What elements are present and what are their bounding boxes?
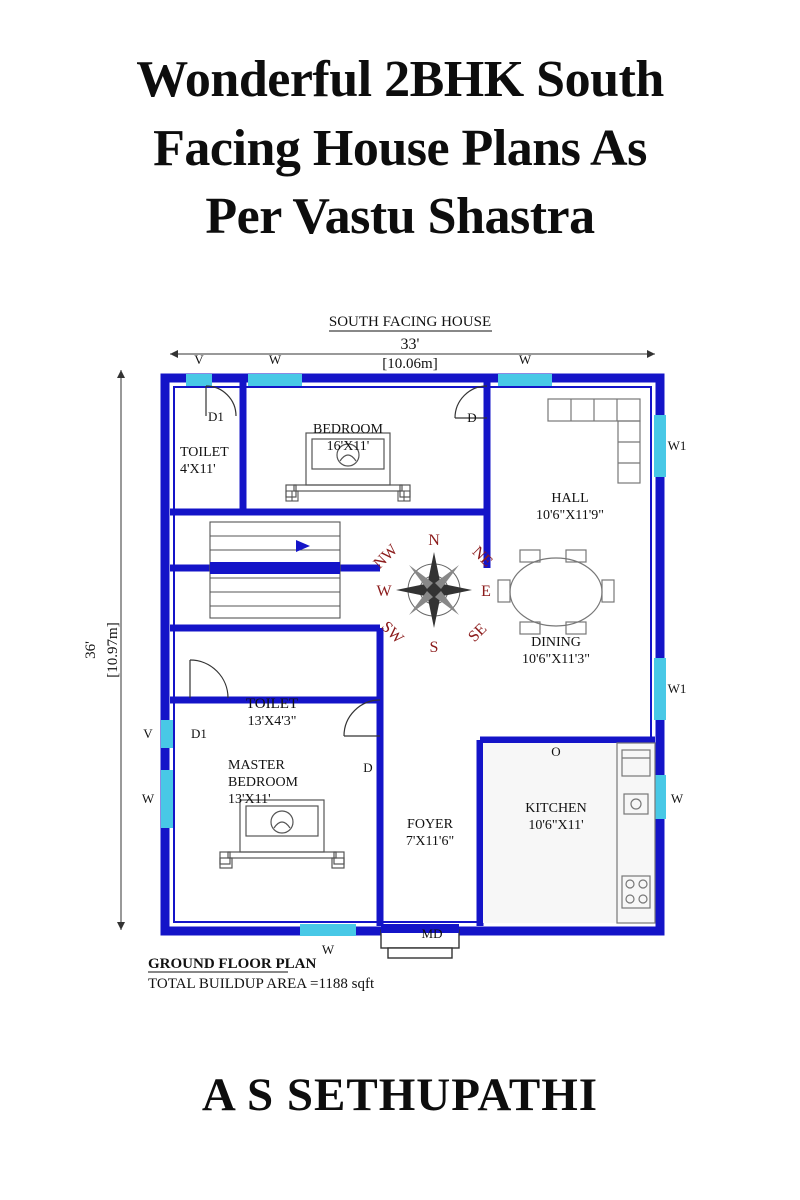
author-name: A S SETHUPATHI — [201, 1069, 599, 1121]
plan-height-ft: 36' — [83, 641, 99, 659]
opening-label-d-bottom: D — [363, 760, 373, 775]
plan-heading: SOUTH FACING HOUSE — [328, 314, 492, 330]
plan-width-m: [10.06m] — [382, 356, 438, 372]
room-label-bedroom: BEDROOM — [312, 422, 384, 437]
compass-e: E — [481, 583, 491, 600]
plan-height-m: [10.97m] — [105, 622, 121, 678]
opening-label-w-top-2: W — [518, 352, 532, 367]
opening-label-w-left: W — [141, 791, 155, 806]
room-size-toilet-1: 4'X11' — [180, 462, 216, 477]
compass-s: S — [429, 639, 439, 656]
title-line-2: Facing House Plans As — [153, 119, 647, 177]
plan-footer-area: TOTAL BUILDUP AREA =1188 sqft — [148, 976, 375, 992]
opening-label-w-right: W — [670, 791, 684, 806]
opening-label-v-top: V — [194, 352, 204, 367]
room-size-kitchen: 10'6"X11' — [528, 818, 584, 833]
room-size-master: 13'X11' — [228, 792, 271, 807]
room-label-master-1: MASTER — [228, 758, 285, 773]
room-label-hall: HALL — [551, 491, 589, 506]
opening-label-md: MD — [421, 926, 443, 941]
room-label-dining: DINING — [531, 635, 581, 650]
room-size-bedroom: 16'X11' — [326, 439, 370, 454]
floor-plan-figure — [0, 300, 800, 1000]
compass-se: SE — [465, 620, 491, 646]
compass-sw: SW — [377, 618, 407, 648]
opening-label-w1-bottom: W1 — [667, 681, 687, 696]
plan-footer-title: GROUND FLOOR PLAN — [148, 956, 317, 972]
opening-label-d1-bottom: D1 — [191, 726, 207, 741]
room-label-toilet-2: TOILET — [245, 696, 299, 712]
opening-label-v-left: V — [143, 726, 153, 741]
opening-label-d1-top: D1 — [208, 409, 224, 424]
opening-label-d-top: D — [467, 410, 477, 425]
title-line-1: Wonderful 2BHK South — [136, 51, 664, 108]
room-size-toilet-2: 13'X4'3" — [247, 714, 297, 729]
compass-nw: NW — [370, 541, 402, 573]
title-line-3: Per Vastu Shastra — [205, 188, 595, 246]
opening-label-w1-top: W1 — [667, 438, 687, 453]
room-label-master-2: BEDROOM — [228, 775, 299, 790]
plan-width-ft: 33' — [400, 336, 420, 353]
room-size-foyer: 7'X11'6" — [405, 834, 455, 849]
room-size-hall: 10'6"X11'9" — [535, 508, 605, 523]
room-label-toilet-1: TOILET — [180, 445, 229, 460]
room-label-foyer: FOYER — [407, 817, 453, 832]
compass-w: W — [376, 583, 392, 600]
opening-label-o: O — [551, 744, 561, 759]
opening-label-w-top-1: W — [268, 352, 282, 367]
opening-label-w-bottom: W — [321, 942, 335, 957]
room-label-kitchen: KITCHEN — [525, 801, 587, 816]
room-size-dining: 10'6"X11'3" — [521, 652, 591, 667]
compass-ne: NE — [468, 543, 496, 571]
page-title — [0, 46, 800, 252]
compass-n: N — [428, 532, 440, 549]
